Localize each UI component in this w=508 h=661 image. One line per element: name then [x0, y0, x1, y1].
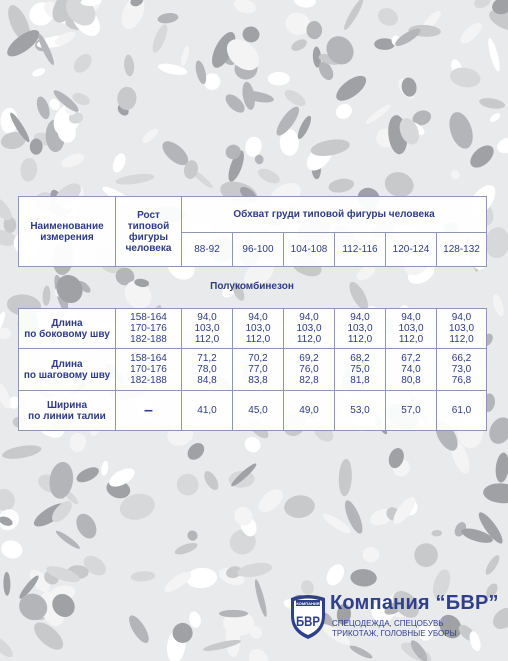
value-cell: 94,0 103,0 112,0: [386, 309, 437, 349]
chest-range-cell: 88-92: [182, 233, 233, 267]
logo-monogram: БВР: [296, 613, 320, 629]
table-row: [19, 391, 487, 431]
chest-range-cell: 112-116: [335, 233, 386, 267]
height-values: 158-164 170-176 182-188: [116, 349, 182, 391]
chest-range-cell: 120-124: [386, 233, 437, 267]
table-row: [19, 349, 487, 391]
measure-label: Длина по боковому шву: [19, 309, 116, 349]
tagline-line: ТРИКОТАЖ, ГОЛОВНЫЕ УБОРЫ: [332, 629, 457, 638]
value-cell: 53,0: [335, 391, 386, 431]
value-cell: 94,0 103,0 112,0: [182, 309, 233, 349]
chest-range-cell: 128-132: [437, 233, 487, 267]
chest-range-cell: 96-100: [233, 233, 284, 267]
company-brand: [288, 592, 498, 652]
value-cell: 68,2 75,0 81,8: [335, 349, 386, 391]
chest-range-cell: 104-108: [284, 233, 335, 267]
measure-label: Длина по шаговому шву: [19, 349, 116, 391]
logo-text: КОМПАНИЯ: [296, 600, 320, 606]
company-name: Компания “БВР”: [330, 592, 499, 614]
value-cell: 94,0 103,0 112,0: [233, 309, 284, 349]
measure-name-header: Наименование измерения: [19, 197, 116, 267]
value-cell: 57,0: [386, 391, 437, 431]
value-cell: 70,2 77,0 83,8: [233, 349, 284, 391]
height-values: –: [116, 391, 182, 431]
value-cell: 49,0: [284, 391, 335, 431]
value-cell: 69,2 76,0 82,8: [284, 349, 335, 391]
measure-label: Ширина по линии талии: [19, 391, 116, 431]
size-chart-header: [18, 196, 487, 267]
value-cell: 71,2 78,0 84,8: [182, 349, 233, 391]
value-cell: 67,2 74,0 80,8: [386, 349, 437, 391]
height-values: 158-164 170-176 182-188: [116, 309, 182, 349]
company-shield-logo: [288, 592, 328, 640]
value-cell: 66,2 73,0 76,8: [437, 349, 487, 391]
value-cell: 41,0: [182, 391, 233, 431]
value-cell: 94,0 103,0 112,0: [284, 309, 335, 349]
value-cell: 61,0: [437, 391, 487, 431]
tagline-line: СПЕЦОДЕЖДА, СПЕЦОБУВЬ: [332, 619, 444, 628]
value-cell: 45,0: [233, 391, 284, 431]
size-chart-body: [18, 308, 487, 431]
chest-header: Обхват груди типовой фигуры человека: [182, 197, 487, 233]
height-header: Рост типовой фигуры человека: [116, 197, 182, 267]
value-cell: 94,0 103,0 112,0: [437, 309, 487, 349]
table-row: [19, 309, 487, 349]
company-tagline: [332, 619, 457, 639]
section-title: Полукомбинезон: [210, 281, 294, 292]
value-cell: 94,0 103,0 112,0: [335, 309, 386, 349]
